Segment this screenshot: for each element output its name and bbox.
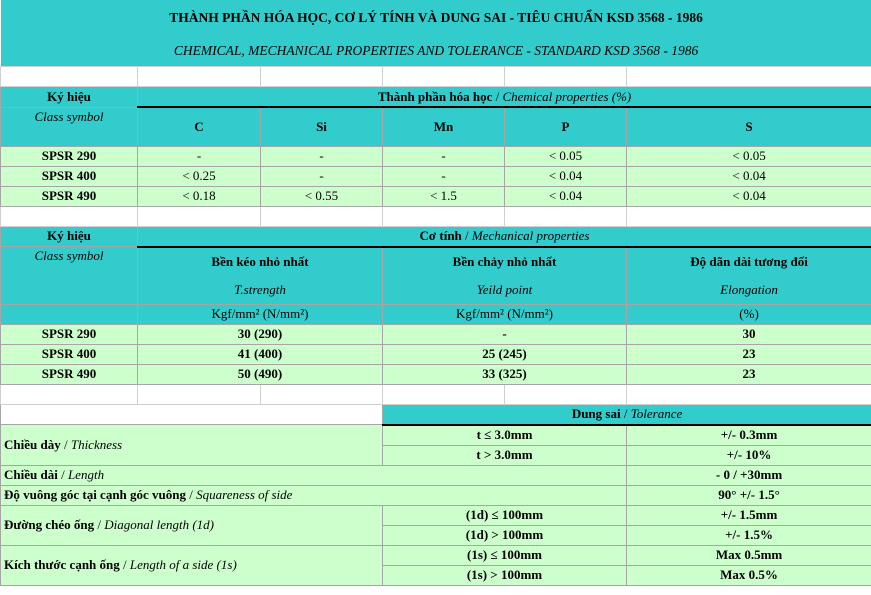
mech-col-elong-en: Elongation [627,276,871,305]
chem-col-s: S [627,107,871,146]
mech-value: - [383,324,627,344]
chem-col-si: Si [261,107,383,146]
grade-label: SPSR 400 [1,166,138,186]
mech-value: 50 (490) [138,364,383,384]
tol-value: Max 0.5mm [627,545,871,565]
tol-label-length: Chiều dài / Length [1,465,627,485]
chem-class-symbol: Class symbol [1,107,138,146]
tol-value: - 0 / +30mm [627,465,871,485]
spacer-row [1,67,871,87]
tol-condition: (1d) ≤ 100mm [383,505,627,525]
tolerance-header-blank [1,404,383,425]
chem-col-c: C [138,107,261,146]
chem-col-p: P [505,107,627,146]
mech-value: 30 (290) [138,324,383,344]
chem-value: < 0.05 [505,146,627,166]
chem-value: - [261,166,383,186]
tol-value: Max 0.5% [627,565,871,585]
tolerance-header: Dung sai / Tolerance [383,404,871,425]
mech-col-tstrength-en: T.strength [138,276,383,305]
grade-label: SPSR 400 [1,344,138,364]
chem-value: - [138,146,261,166]
chem-value: < 0.18 [138,186,261,206]
tolerance-row [1,425,871,446]
grade-label: SPSR 290 [1,146,138,166]
title-vietnamese: THÀNH PHẦN HÓA HỌC, CƠ LÝ TÍNH VÀ DUNG SAI - TIÊU CHUẨN KSD 3568 - 1986 [1,0,871,36]
tolerance-row [1,465,871,485]
mech-value: 41 (400) [138,344,383,364]
chem-row [1,186,871,206]
grade-label: SPSR 490 [1,186,138,206]
chem-value: - [383,166,505,186]
mech-value: 23 [627,364,871,384]
chem-symbol-header: Ký hiệu [1,87,138,108]
mech-col-yield-vi: Bền chảy nhỏ nhất [383,247,627,276]
mech-symbol-header: Ký hiệu [1,226,138,247]
tolerance-row [1,545,871,565]
mech-col-elong-vi: Độ dãn dài tương đối [627,247,871,276]
tolerance-row [1,505,871,525]
mech-value: 30 [627,324,871,344]
tol-value: +/- 10% [627,445,871,465]
chem-value: < 0.04 [627,186,871,206]
chem-value: < 0.05 [627,146,871,166]
tol-value: +/- 0.3mm [627,425,871,446]
mech-properties-header: Cơ tính / Mechanical properties [138,226,871,247]
mech-value: 33 (325) [383,364,627,384]
chem-properties-header: Thành phần hóa học / Chemical properties (%) [138,87,871,108]
tol-value: 90° +/- 1.5° [627,485,871,505]
tol-value: +/- 1.5% [627,525,871,545]
tol-value: +/- 1.5mm [627,505,871,525]
tol-condition: (1d) > 100mm [383,525,627,545]
mech-value: 25 (245) [383,344,627,364]
tol-label-squareness: Độ vuông góc tại cạnh góc vuông / Squareness of side [1,485,627,505]
mech-class-symbol: Class symbol [1,247,138,305]
unit-yield: Kgf/mm² (N/mm²) [383,304,627,324]
mech-col-tstrength-vi: Bền kéo nhỏ nhất [138,247,383,276]
chem-value: < 0.55 [261,186,383,206]
mech-row [1,324,871,344]
mech-row [1,364,871,384]
chem-value: < 1.5 [383,186,505,206]
mech-value: 23 [627,344,871,364]
unit-elong: (%) [627,304,871,324]
chem-col-mn: Mn [383,107,505,146]
mech-col-yield-en: Yeild point [383,276,627,305]
chem-value: - [261,146,383,166]
chem-value: - [383,146,505,166]
chem-row [1,166,871,186]
grade-label: SPSR 490 [1,364,138,384]
unit-tstrength: Kgf/mm² (N/mm²) [138,304,383,324]
spacer-row [1,206,871,226]
tol-condition: t > 3.0mm [383,445,627,465]
spacer-row [1,384,871,404]
chem-value: < 0.04 [505,186,627,206]
unit-row-blank [1,304,138,324]
mech-row [1,344,871,364]
tol-label-thickness: Chiều dày / Thickness [1,425,383,466]
tol-label-diagonal: Đường chéo ống / Diagonal length (1d) [1,505,383,545]
tol-label-side: Kích thước cạnh ống / Length of a side (1s) [1,545,383,585]
tol-condition: t ≤ 3.0mm [383,425,627,446]
chem-value: < 0.04 [505,166,627,186]
tol-condition: (1s) > 100mm [383,565,627,585]
chem-value: < 0.25 [138,166,261,186]
tol-condition: (1s) ≤ 100mm [383,545,627,565]
chem-value: < 0.04 [627,166,871,186]
chem-row [1,146,871,166]
tolerance-row [1,485,871,505]
title-english: CHEMICAL, MECHANICAL PROPERTIES AND TOLERANCE - STANDARD KSD 3568 - 1986 [1,36,871,67]
grade-label: SPSR 290 [1,324,138,344]
